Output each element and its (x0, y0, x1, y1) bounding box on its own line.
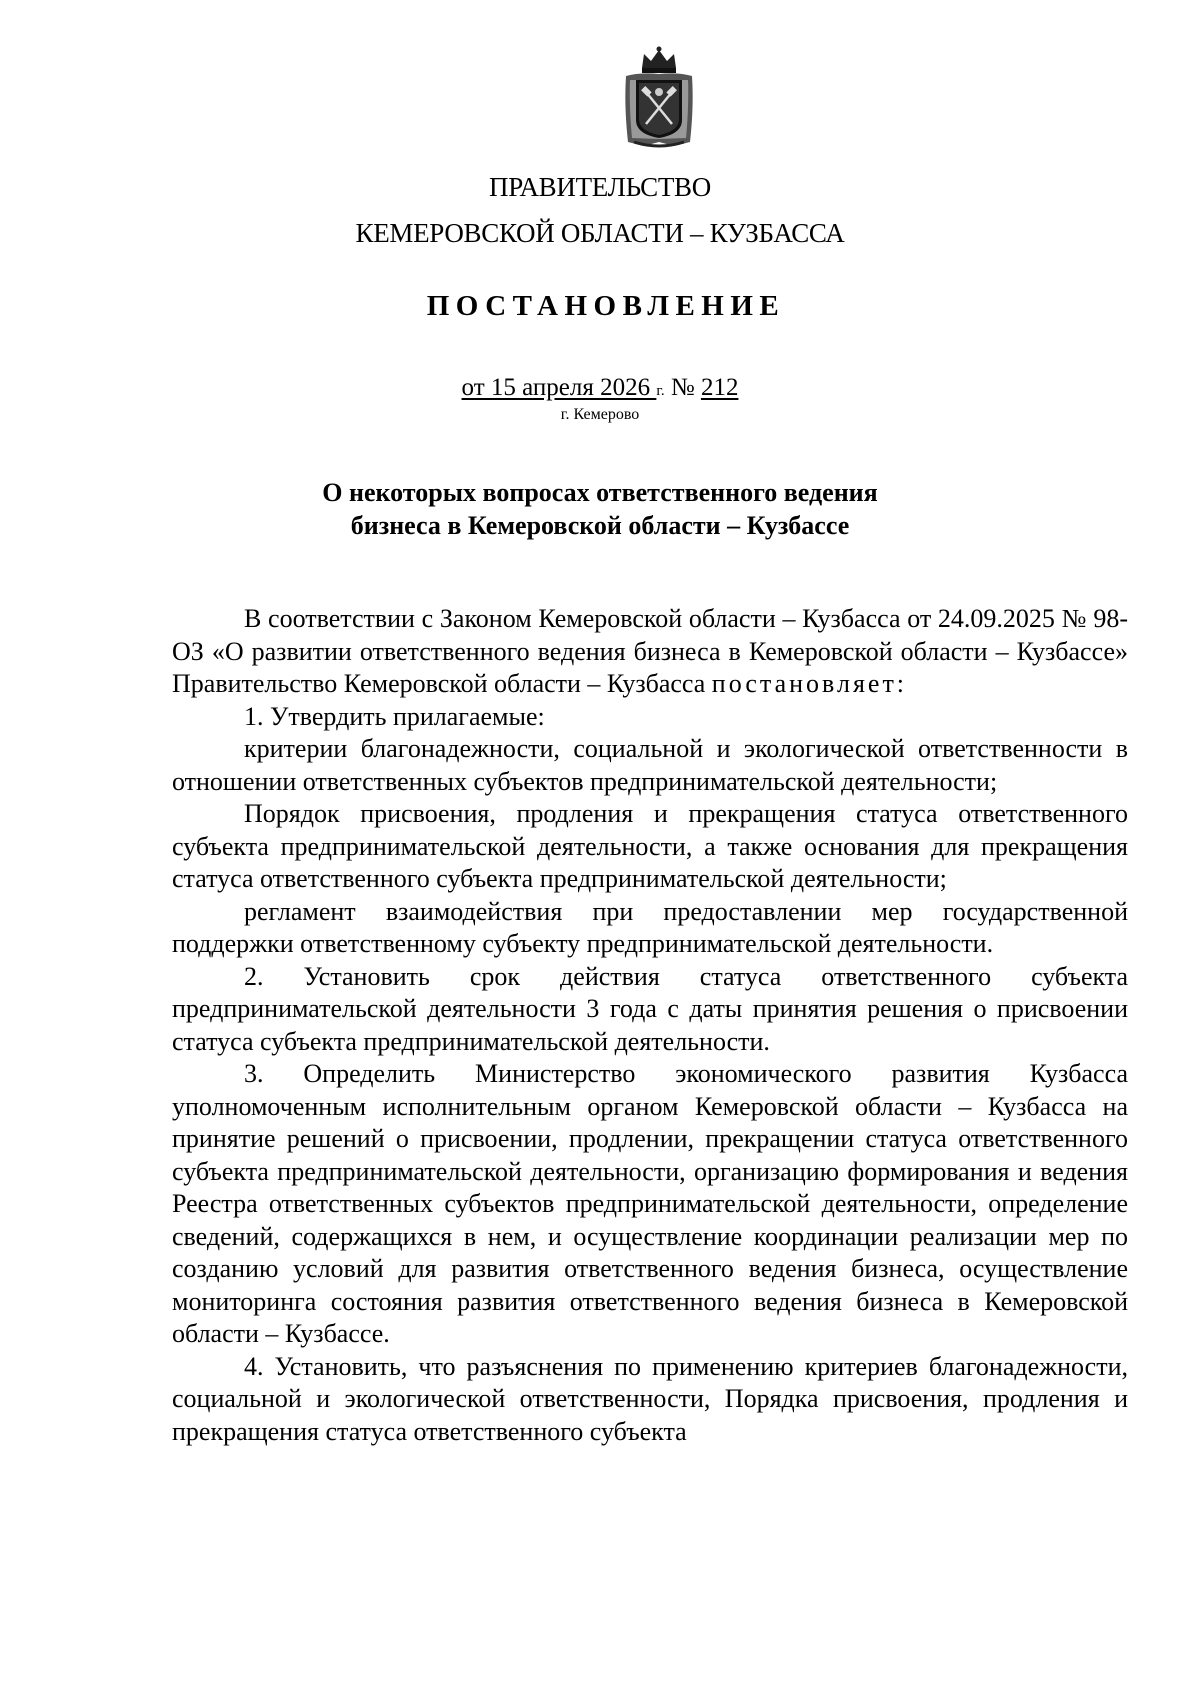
document-type: ПОСТАНОВЛЕНИЕ (426, 290, 786, 322)
preamble-text: В соответствии с Законом Кемеровской области – Кузбасса от 24.09.2025 № 98-ОЗ «О развитии ответственного ведения бизнеса в Кемеровской области – Кузбассе» Правительство Кемеровской области – Кузбасса (172, 604, 1128, 698)
number-sign: № (664, 374, 701, 401)
year-suffix: г. (656, 383, 665, 399)
document-body (172, 603, 1128, 1448)
paragraph-3: 3. Определить Министерство экономического развития Кузбасса уполномоченным исполнительным органом Кемеровской области – Кузбасса на принятие решений о присвоении, продлении, прекращении статуса ответственного субъекта предпринимательской деятельности, организацию формирования и ведения Реестра ответственных субъектов предпринимательской деятельности, определение сведений, содержащихся в нем, и осуществление координации реализации мер по созданию условий для развития ответственного ведения бизнеса, осуществление мониторинга состояния развития ответственного ведения бизнеса в Кемеровской области – Кузбассе. (172, 1059, 1128, 1348)
paragraph-4: 4. Установить, что разъяснения по применению критериев благонадежности, социальной и экологической ответственности, Порядка присвоения, продления и прекращения статуса ответственного субъекта (172, 1351, 1128, 1446)
paragraph-1-item-a: критерии благонадежности, социальной и экологической ответственности в отношении ответственных субъектов предпринимательской деятельности; (172, 734, 1128, 796)
kuzbass-coat-of-arms-icon (622, 46, 696, 150)
preamble-paragraph (172, 603, 1128, 701)
paragraph-2: 2. Установить срок действия статуса ответственного субъекта предпринимательской деятельности 3 года с даты принятия решения о присвоении статуса субъекта предпринимательской деятельности. (172, 961, 1128, 1056)
city-line: г. Кемерово (560, 406, 640, 423)
paragraph-1: 1. Утвердить прилагаемые: (244, 701, 545, 731)
document-subject (0, 476, 1200, 542)
subject-line-1: О некоторых вопросах ответственного ведения (322, 478, 878, 507)
preamble-decree-word: постановляет: (711, 669, 908, 698)
paragraph-1-item-c: регламент взаимодействия при предоставлении мер государственной поддержки ответственному субъекту предпринимательской деятельности. (172, 896, 1128, 958)
org-line-2: КЕМЕРОВСКОЙ ОБЛАСТИ – КУЗБАССА (355, 218, 845, 248)
paragraph-1-item-b: Порядок присвоения, продления и прекращения статуса ответственного субъекта предпринимательской деятельности, а также основания для прекращения статуса ответственного субъекта предпринимательской деятельности; (172, 799, 1128, 893)
document-date: от 15 апреля 2026 (461, 374, 657, 401)
document-number: 212 (700, 374, 739, 401)
date-number-line (0, 374, 1200, 402)
subject-line-2: бизнеса в Кемеровской области – Кузбассе (350, 511, 850, 540)
org-line-1: ПРАВИТЕЛЬСТВО (489, 172, 711, 202)
